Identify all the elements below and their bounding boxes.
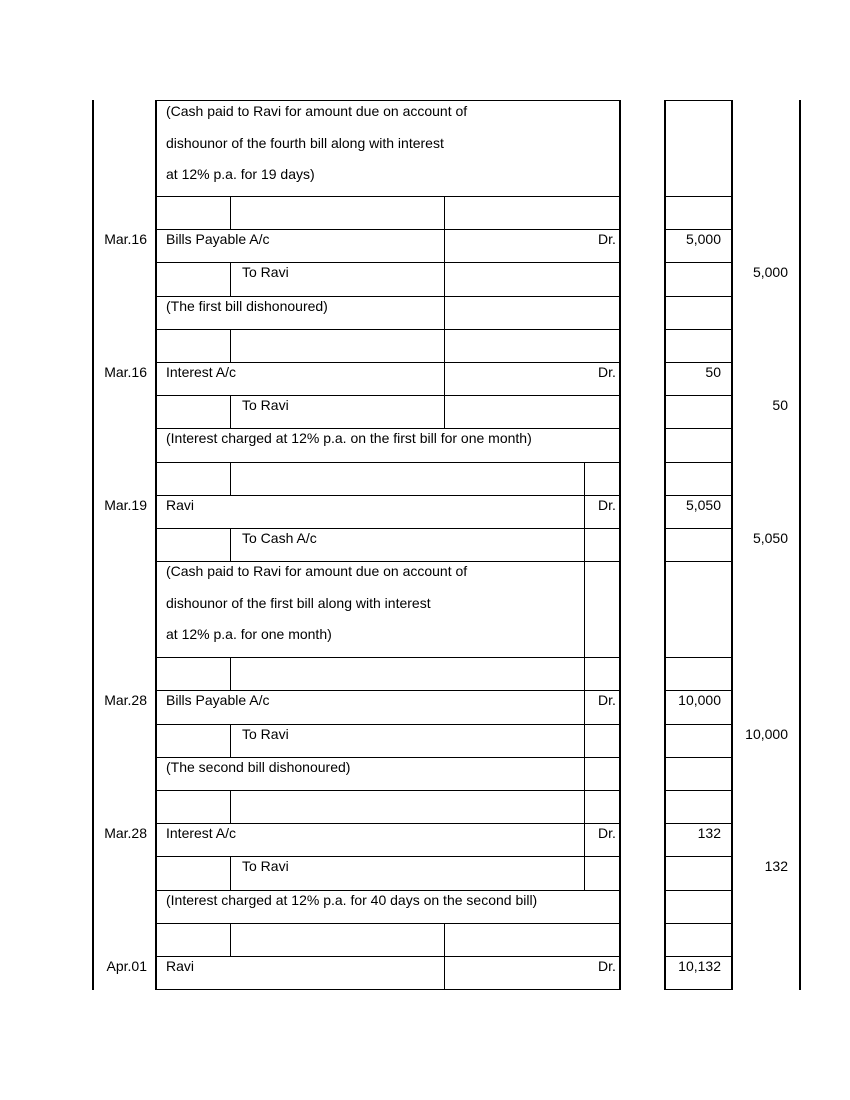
mid-column-rule [584,528,585,561]
debit-account: Ravi [166,496,195,513]
row-rule [155,428,621,429]
row-rule [664,262,733,263]
sub-column-rule [230,262,231,295]
credit-amount: 132 [764,858,788,875]
sub-column-rule [230,196,231,229]
row-rule [155,856,621,857]
mid-column-rule [444,296,445,329]
credit-amount: 10,000 [745,725,788,742]
dr-label: Dr. [598,825,616,842]
row-rule [664,561,733,562]
credit-account: To Cash A/c [242,530,317,546]
narration-line: (The second bill dishonoured) [166,758,351,775]
row-rule [664,657,733,658]
debit-amount: 132 [697,825,721,842]
debit-amount: 10,132 [678,958,721,974]
row-rule [155,362,621,363]
row-rule [155,724,621,725]
row-rule [155,329,621,330]
row-rule [664,890,733,891]
mid-column-rule [584,561,585,657]
row-rule [155,757,621,758]
mid-column-rule [584,724,585,757]
mid-column-rule [444,362,445,395]
debit-account: Bills Payable A/c [166,692,270,709]
debit-amount: 10,000 [678,692,721,709]
row-rule [155,956,621,957]
mid-column-rule [584,690,585,723]
row-rule [664,528,733,529]
row-rule [155,890,621,891]
row-rule [155,196,621,197]
row-rule [155,229,621,230]
narration-line: at 12% p.a. for one month) [166,626,332,643]
mid-column-rule [444,329,445,362]
debit-amount: 5,000 [685,231,721,248]
mid-column-rule [584,790,585,823]
row-rule [664,395,733,396]
sub-column-rule [230,462,231,495]
entry-date: Mar.16 [104,231,147,248]
top-rule [155,100,621,101]
row-rule [664,296,733,297]
mid-column-rule [444,923,445,956]
row-rule [664,956,733,957]
mid-column-rule [584,495,585,528]
row-rule [155,989,621,990]
dr-label: Dr. [598,692,616,709]
dr-label: Dr. [598,364,616,380]
credit-amount: 5,050 [752,530,788,546]
row-rule [155,690,621,691]
mid-column-rule [584,823,585,856]
row-rule [664,923,733,924]
sub-column-rule [230,657,231,690]
row-rule [664,362,733,363]
credit-amount: 50 [772,397,788,414]
sub-column-rule [230,724,231,757]
row-rule [664,856,733,857]
mid-column-rule [444,262,445,295]
row-rule [155,823,621,824]
row-rule [155,923,621,924]
dr-label: Dr. [598,496,616,513]
row-rule [155,462,621,463]
row-rule [155,528,621,529]
dr-label: Dr. [598,958,616,974]
row-rule [664,229,733,230]
row-rule [155,495,621,496]
debit-account: Bills Payable A/c [166,231,270,248]
debit-account: Ravi [166,958,195,974]
right-border [799,100,801,990]
entry-date: Apr.01 [106,958,147,974]
row-rule [664,329,733,330]
sub-column-rule [230,329,231,362]
sub-column-rule [230,856,231,889]
entry-date: Mar.28 [104,825,147,842]
mid-column-rule [584,657,585,690]
narration-line: (Cash paid to Ravi for amount due on account of [166,563,468,580]
debit-account: Interest A/c [166,825,237,842]
narration-line: dishounor of the first bill along with interest [166,594,431,611]
row-rule [155,657,621,658]
sub-column-rule [230,790,231,823]
row-rule [155,790,621,791]
row-rule [155,395,621,396]
row-rule [155,296,621,297]
row-rule [664,462,733,463]
entry-date: Mar.28 [104,692,147,709]
debit-amount: 5,050 [685,496,721,513]
sub-column-rule [230,395,231,428]
row-rule [664,790,733,791]
mid-column-rule [444,196,445,229]
entry-date: Mar.16 [104,364,147,380]
row-rule [664,989,733,990]
dr-label: Dr. [598,231,616,248]
credit-account: To Ravi [242,858,289,875]
narration-line: (Interest charged at 12% p.a. on the first bill for one month) [166,430,532,447]
mid-column-rule [584,462,585,495]
mid-column-rule [444,395,445,428]
mid-column-rule [444,229,445,262]
credit-account: To Ravi [242,725,289,742]
row-rule [664,196,733,197]
narration-line: (Interest charged at 12% p.a. for 40 days on the second bill) [166,891,538,908]
row-rule [664,495,733,496]
row-rule [155,262,621,263]
credit-amount: 5,000 [752,264,788,281]
row-rule [664,724,733,725]
narration-line: dishounor of the fourth bill along with interest [166,134,444,151]
mid-column-rule [444,956,445,989]
row-rule [155,561,621,562]
debit-amount: 50 [705,364,721,380]
credit-account: To Ravi [242,264,289,281]
credit-account: To Ravi [242,397,289,414]
mid-column-rule [584,757,585,790]
sub-column-rule [230,923,231,956]
row-rule [664,757,733,758]
row-rule [664,428,733,429]
row-rule [664,690,733,691]
sub-column-rule [230,528,231,561]
narration-line: (The first bill dishonoured) [166,297,328,314]
narration-line: at 12% p.a. for 19 days) [166,166,315,182]
mid-column-rule [584,856,585,889]
debit-account: Interest A/c [166,364,237,380]
entry-date: Mar.19 [104,496,147,513]
narration-line: (Cash paid to Ravi for amount due on account of [166,103,468,119]
row-rule [664,823,733,824]
top-rule [664,100,733,101]
